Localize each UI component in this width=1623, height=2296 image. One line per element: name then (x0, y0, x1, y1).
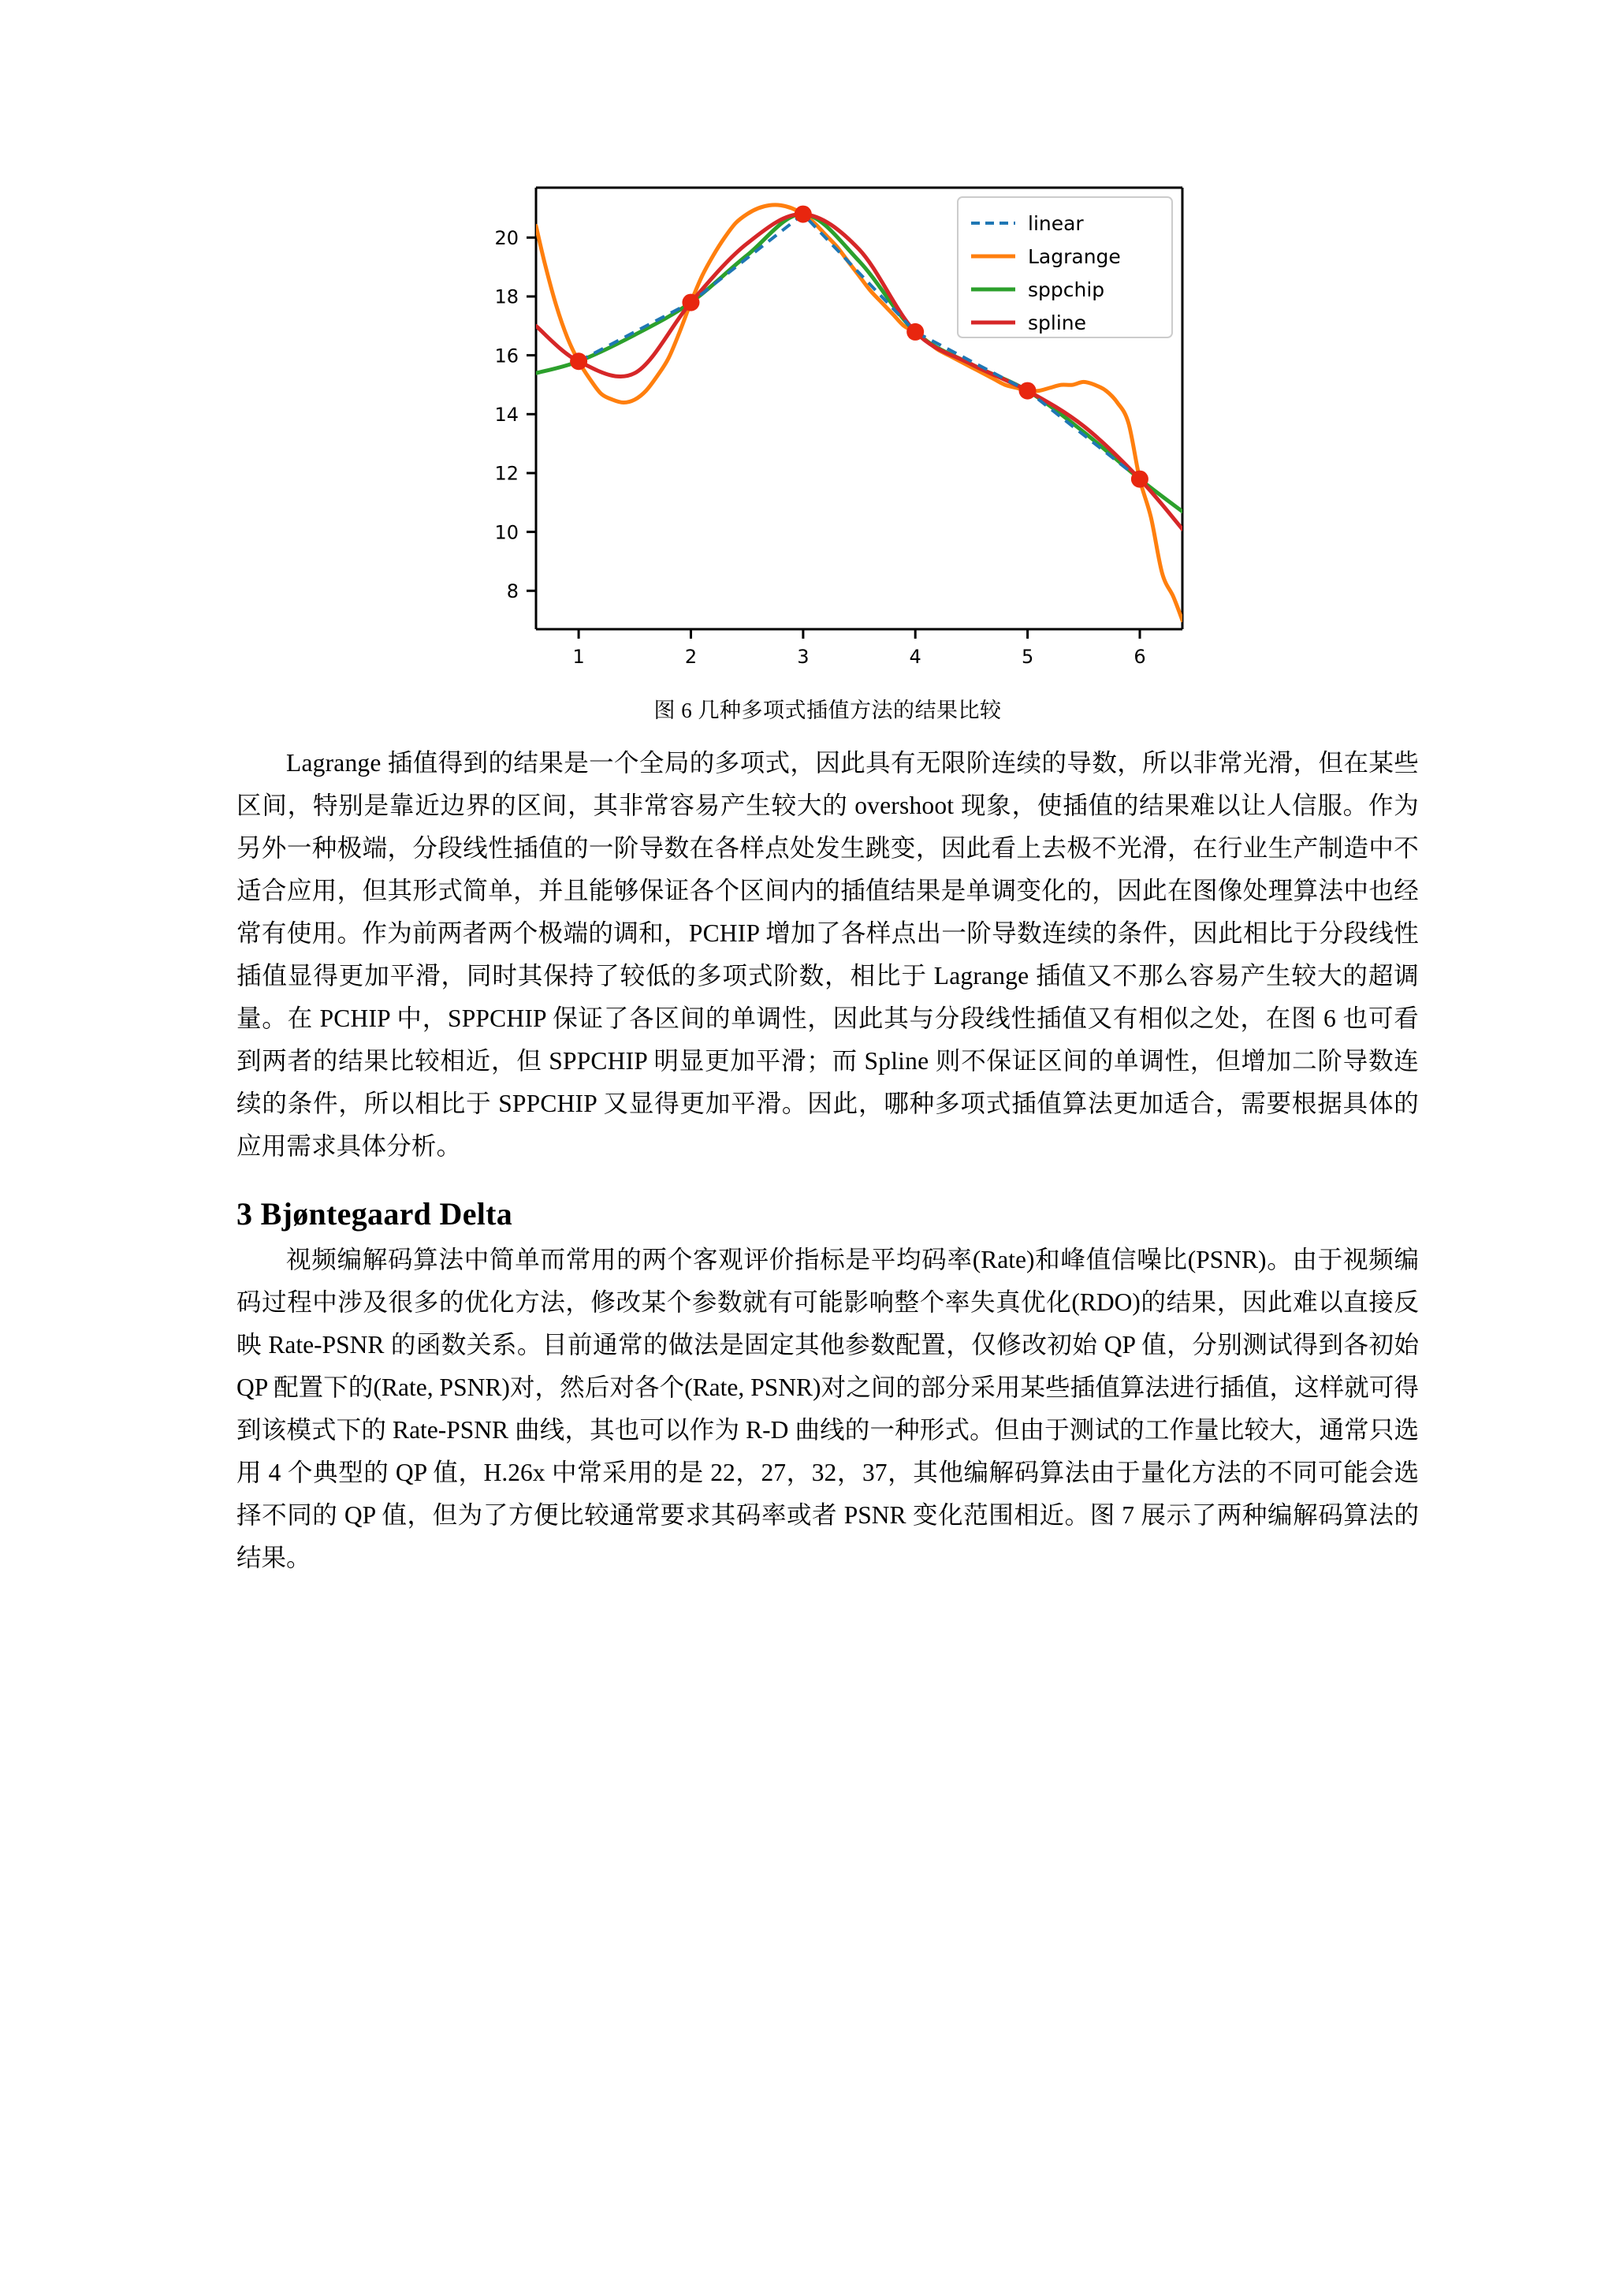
x-tick-label: 3 (797, 646, 810, 668)
x-tick-label: 1 (572, 646, 585, 668)
x-axis-tick-labels (572, 646, 1145, 668)
y-tick-label: 12 (494, 462, 519, 485)
data-point-marker (1019, 382, 1037, 400)
data-point-marker (570, 352, 587, 370)
y-tick-label: 18 (494, 285, 519, 308)
legend-label-lagrange: Lagrange (1028, 245, 1121, 268)
paragraph-lagrange-discussion: Lagrange 插值得到的结果是一个全局的多项式，因此具有无限阶连续的导数，所以非常光滑，但在某些区间，特别是靠近边界的区间，其非常容易产生较大的 overshoot 现象，使插值的结果难以让人信服。作为另外一种极端，分段线性插值的一阶导数在各样点处发生跳变，因此看上去极不光滑，在行业生产制造中不适合应用，但其形式简单，并且能够保证各个区间内的插值结果是单调变化的，因此在图像处理算法中也经常有使用。作为前两者两个极端的调和，PCHIP 增加了各样点出一阶导数连续的条件，因此相比于分段线性插值显得更加平滑，同时其保持了较低的多项式阶数，相比于 Lagrange 插值又不那么容易产生较大的超调量。在 PCHIP 中，SPPCHIP 保证了各区间的单调性，因此其与分段线性插值又有相似之处，在图 6 也可看到两者的结果比较相近，但 SPPCHIP 明显更加平滑；而 Spline 则不保证区间的单调性，但增加二阶导数连续的条件，所以相比于 SPPCHIP 又显得更加平滑。因此，哪种多项式插值算法更加适合，需要根据具体的应用需求具体分析。 (236, 749, 1419, 1161)
x-tick-label: 6 (1133, 646, 1146, 668)
y-tick-label: 8 (506, 580, 519, 602)
y-tick-label: 10 (494, 521, 519, 544)
x-axis-ticks (579, 629, 1140, 639)
paragraph-bjontegaard-intro: 视频编解码算法中简单而常用的两个客观评价指标是平均码率(Rate)和峰值信噪比(PSNR)。由于视频编码过程中涉及很多的优化方法，修改某个参数就有可能影响整个率失真优化(RDO)的结果，因此难以直接反映 Rate-PSNR 的函数关系。目前通常的做法是固定其他参数配置，仅修改初始 QP 值，分别测试得到各初始 QP 配置下的(Rate, PSNR)对，然后对各个(Rate, PSNR)对之间的部分采用某些插值算法进行插值，这样就可得到该模式下的 Rate-PSNR 曲线，其也可以作为 R-D 曲线的一种形式。但由于测试的工作量比较大，通常只选用 4 个典型的 QP 值，H.26x 中常采用的是 22，27，32，37，其他编解码算法由于量化方法的不同可能会选择不同的 QP 值，但为了方便比较通常要求其码率或者 PSNR 变化范围相近。图 7 展示了两种编解码算法的结果。 (236, 1246, 1419, 1572)
legend-label-linear: linear (1028, 212, 1084, 235)
page-content (236, 0, 1419, 1579)
data-point-marker (906, 323, 924, 341)
data-point-marker (682, 294, 699, 311)
x-tick-label: 4 (909, 646, 921, 668)
section-heading-bjontegaard-delta: 3 Bjøntegaard Delta (236, 1196, 513, 1232)
y-axis-ticks (527, 237, 536, 591)
legend-label-spline: spline (1028, 311, 1087, 334)
figure-6-block (236, 156, 1419, 725)
y-tick-label: 20 (494, 227, 519, 249)
data-point-marker (795, 206, 812, 223)
legend-label-sppchip: sppchip (1028, 278, 1105, 301)
figure-caption: 图 6 几种多项式插值方法的结果比较 (653, 699, 1002, 722)
y-axis-tick-labels (494, 227, 519, 602)
y-tick-label: 14 (494, 404, 519, 426)
x-tick-label: 2 (684, 646, 698, 668)
y-tick-label: 16 (494, 345, 519, 367)
chart-legend (958, 197, 1172, 337)
interpolation-comparison-chart (441, 156, 1214, 692)
x-tick-label: 5 (1021, 646, 1034, 668)
data-point-marker (1131, 471, 1148, 488)
